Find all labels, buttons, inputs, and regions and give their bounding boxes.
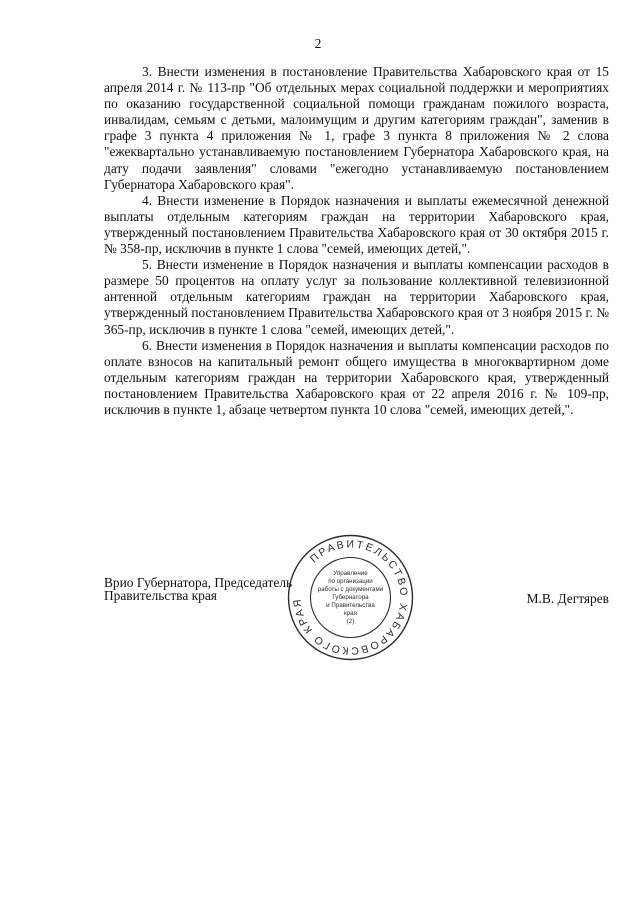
seal-ring-textpath: ПРАВИТЕЛЬСТВО ХАБАРОВСКОГО КРАЯ (291, 538, 410, 657)
paragraph-3: 3. Внести изменения в постановление Правительства Хабаровского края от 15 апреля 2014 г. № 113-пр "Об отдельных мерах социальной поддержки и мероприятиях по оказанию государственной социальной помощи гражданам пожилого возраста, инвалидам, семьям с детьми, малоимущим и другим категориям граждан", заменив в графе 3 пункта 4 приложения № 1, графе 3 пункта 8 приложения № 2 слова "ежеквартально устанавливаемую постановлением Губернатора Хабаровского края, на дату подачи заявления" словами "ежегодно устанавливаемую постановлением Губернатора Хабаровского края". (104, 64, 609, 192)
signatory-position (104, 576, 292, 602)
seal-line-7: (2) (346, 618, 355, 625)
official-seal (283, 530, 418, 665)
seal-line-4: Губернатора (332, 594, 369, 601)
page-number: 2 (314, 36, 322, 51)
signatory-position-line1: Врио Губернатора, Председатель (104, 575, 293, 590)
seal-line-2: по организации (328, 578, 373, 585)
signatory-position-line2: Правительства края (104, 588, 217, 603)
paragraph-4: 4. Внести изменение в Порядок назначения и выплаты ежемесячной денежной выплаты отдельным категориям граждан на территории Хабаровского края, утвержденный постановлением Правительства Хабаровского края от 30 октября 2015 г. № 358-пр, исключив в пункте 1 слова "семей, имеющих детей,". (104, 192, 609, 257)
paragraph-5: 5. Внести изменение в Порядок назначения и выплаты компенсации расходов в размере 50 процентов на оплату услуг за пользование коллективной телевизионной антенной отдельным категориям граждан на территории Хабаровского края, утвержденный постановлением Правительства Хабаровского края от 3 ноября 2015 г. № 365-пр, исключив в пункте 1 слова "семей, имеющих детей,". (104, 257, 609, 337)
seal-line-1: Управление (333, 570, 368, 577)
paragraph-6: 6. Внести изменения в Порядок назначения и выплаты компенсации расходов по оплате взносов на капитальный ремонт общего имущества в многоквартирном доме отдельным категориям граждан на территории Хабаровского края, утвержденный постановлением Правительства Хабаровского края от 22 апреля 2016 г. № 109-пр, исключив в пункте 1, абзаце четвертом пункта 10 слова "семей, имеющих детей,". (104, 337, 609, 417)
seal-line-6: края (344, 610, 357, 617)
seal-line-3: работы с документами (317, 586, 384, 593)
document-body (104, 64, 609, 418)
signatory-name: М.В. Дегтярев (526, 591, 609, 606)
seal-line-5: и Правительства (326, 602, 375, 609)
